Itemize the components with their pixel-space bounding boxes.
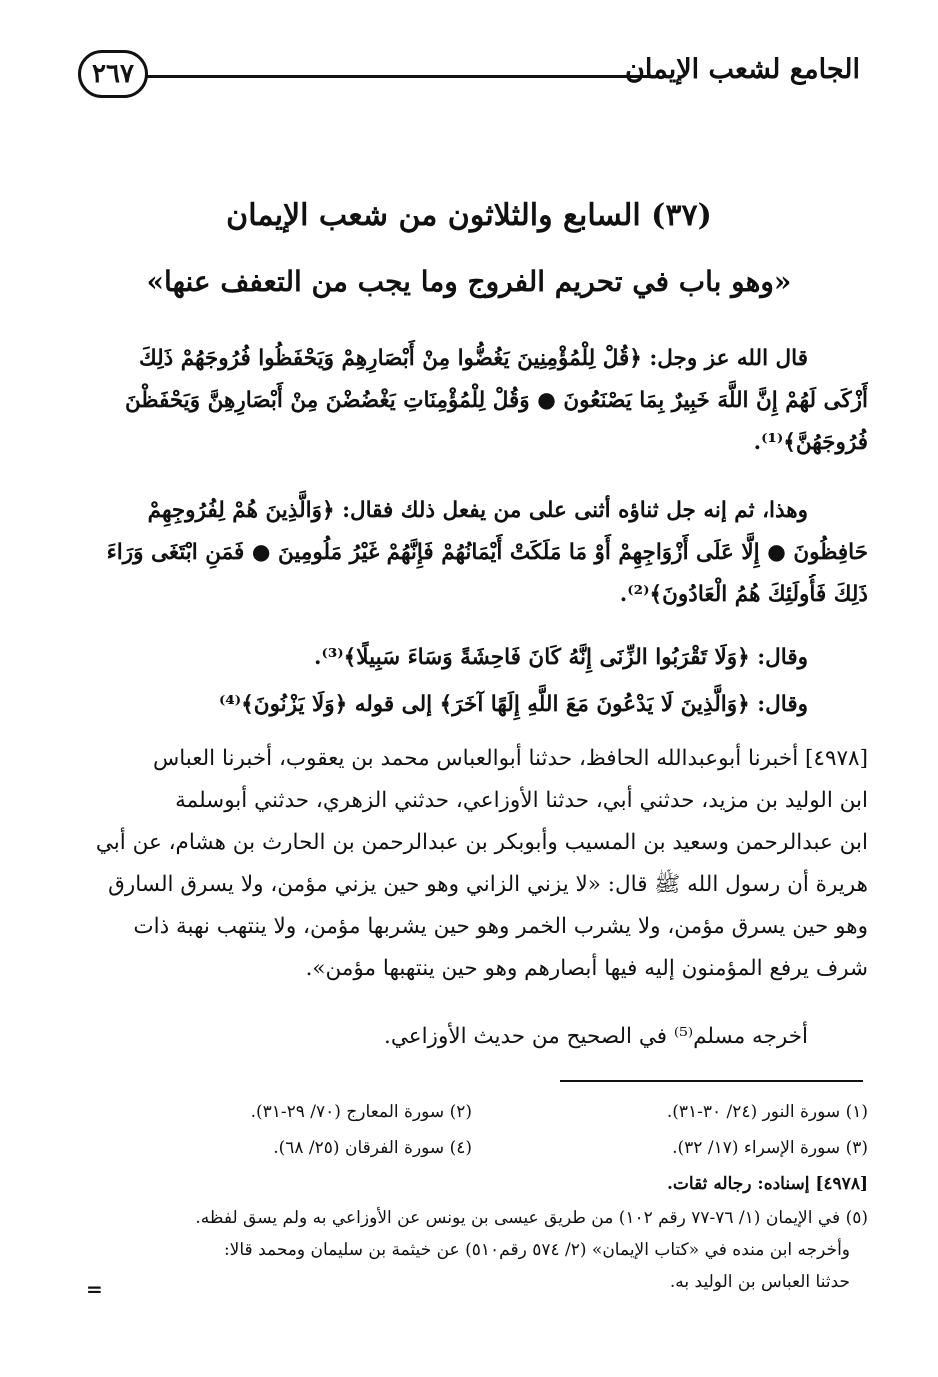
footnote-2: (٢) سورة المعارج (٧٠/ ٢٩-٣١). [250, 1102, 472, 1122]
chapter-heading: (٣٧) السابع والثلاثون من شعب الإيمان [226, 198, 712, 233]
footnote-1: (١) سورة النور (٢٤/ ٣٠-٣١). [666, 1102, 868, 1122]
footnotes [76, 1094, 868, 1298]
header-rule [146, 75, 652, 78]
text-line: [٤٩٧٨] أخبرنا أبوعبدالله الحافظ، حدثنا أبوالعباس محمد بن يعقوب، أخبرنا العباس [152, 746, 868, 771]
text-line: أَزْكَى لَهُمْ إِنَّ اللَّهَ خَبِيرٌ بِمَا يَصْنَعُونَ ● وَقُلْ لِلْمُؤْمِنَاتِ يَغْضُضْنَ مِنْ أَبْصَارِهِنَّ وَيَحْفَظْنَ [125, 388, 868, 413]
text-line: وهذا، ثم إنه جل ثناؤه أثنى على من يفعل ذلك فقال: ﴿وَالَّذِينَ هُمْ لِفُرُوجِهِمْ [147, 498, 808, 523]
footnote-isnad: [٤٩٧٨] إسناده: رجاله ثقات. [666, 1174, 868, 1194]
hadith-paragraph [76, 738, 868, 990]
text-line: هريرة أن رسول الله ﷺ قال: «لا يزني الزاني وهو حين يزني مؤمن، ولا يسرق السارق [108, 872, 868, 897]
takhrij-paragraph [76, 1016, 868, 1058]
text-line: وهو حين يسرق مؤمن، ولا يشرب الخمر وهو حين يشربها مؤمن، ولا ينتهب نهبة ذات [133, 914, 868, 939]
paragraph-verse-4 [76, 684, 868, 726]
text-line: ذَلِكَ فَأُولَئِكَ هُمُ الْعَادُونَ﴾⁽²⁾. [619, 582, 868, 607]
page-number: ٢٦٧ [78, 50, 148, 98]
text-line: أخرجه مسلم⁽⁵⁾ في الصحيح من حديث الأوزاعي. [384, 1024, 808, 1049]
footnote-5-line: (٥) في الإيمان (١/ ٧٦-٧٧ رقم ١٠٢) من طريق عيسى بن يونس عن الأوزاعي به ولم يسق لفظه. [195, 1208, 868, 1228]
paragraph-verse-2 [76, 490, 868, 616]
footnote-5-line: وأخرجه ابن منده في «كتاب الإيمان» (٢/ ٥٧٤ رقم٥١٠) عن خيثمة بن سليمان ومحمد قالا: [223, 1240, 850, 1260]
paragraph-verse-1 [76, 338, 868, 464]
paragraph-verse-3 [76, 637, 868, 679]
text-line: قال الله عز وجل: ﴿قُلْ لِلْمُؤْمِنِينَ يَغُضُّوا مِنْ أَبْصَارِهِمْ وَيَحْفَظُوا فُرُوجَهُمْ ذَلِكَ [138, 346, 808, 371]
text-line: فُرُوجَهُنَّ﴾⁽¹⁾. [753, 430, 868, 455]
text-line: ابن عبدالرحمن وسعيد بن المسيب وأبوبكر بن عبدالرحمن بن الحارث بن هشام، عن أبي [95, 830, 868, 855]
footnote-3: (٣) سورة الإسراء (١٧/ ٣٢). [672, 1138, 868, 1158]
footnote-grid [76, 1094, 868, 1166]
text-line: وقال: ﴿وَالَّذِينَ لَا يَدْعُونَ مَعَ اللَّهِ إِلَهًا آخَرَ﴾ إلى قوله ﴿وَلَا يَزْنُونَ﴾⁽⁴⁾ [218, 692, 808, 717]
text-line: شرف يرفع المؤمنون إليه فيها أبصارهم وهو حين ينتهبها مؤمن». [305, 956, 868, 981]
book-title: الجامع لشعب الإيمان [625, 54, 860, 85]
running-header [78, 40, 860, 116]
text-line: حَافِظُونَ ● إِلَّا عَلَى أَزْوَاجِهِمْ أَوْ مَا مَلَكَتْ أَيْمَانُهُمْ فَإِنَّهُمْ غَيْرُ مَلُومِينَ ● فَمَنِ ابْتَغَى وَرَاءَ [106, 540, 868, 565]
text-line: وقال: ﴿وَلَا تَقْرَبُوا الزِّنَى إِنَّهُ كَانَ فَاحِشَةً وَسَاءَ سَبِيلًا﴾⁽³⁾. [313, 645, 808, 670]
chapter-subtitle: «وهو باب في تحريم الفروج وما يجب من التعفف عنها» [146, 265, 792, 298]
footnote-4: (٤) سورة الفرقان (٢٥/ ٦٨). [273, 1138, 472, 1158]
footnote-5-line: حدثنا العباس بن الوليد به. [669, 1272, 850, 1292]
text-line: ابن الوليد بن مزيد، حدثني أبي، حدثنا الأوزاعي، حدثني الزهري، حدثني أبوسلمة [175, 788, 868, 813]
continuation-mark: = [86, 1277, 103, 1301]
footnote-rule [560, 1080, 863, 1082]
